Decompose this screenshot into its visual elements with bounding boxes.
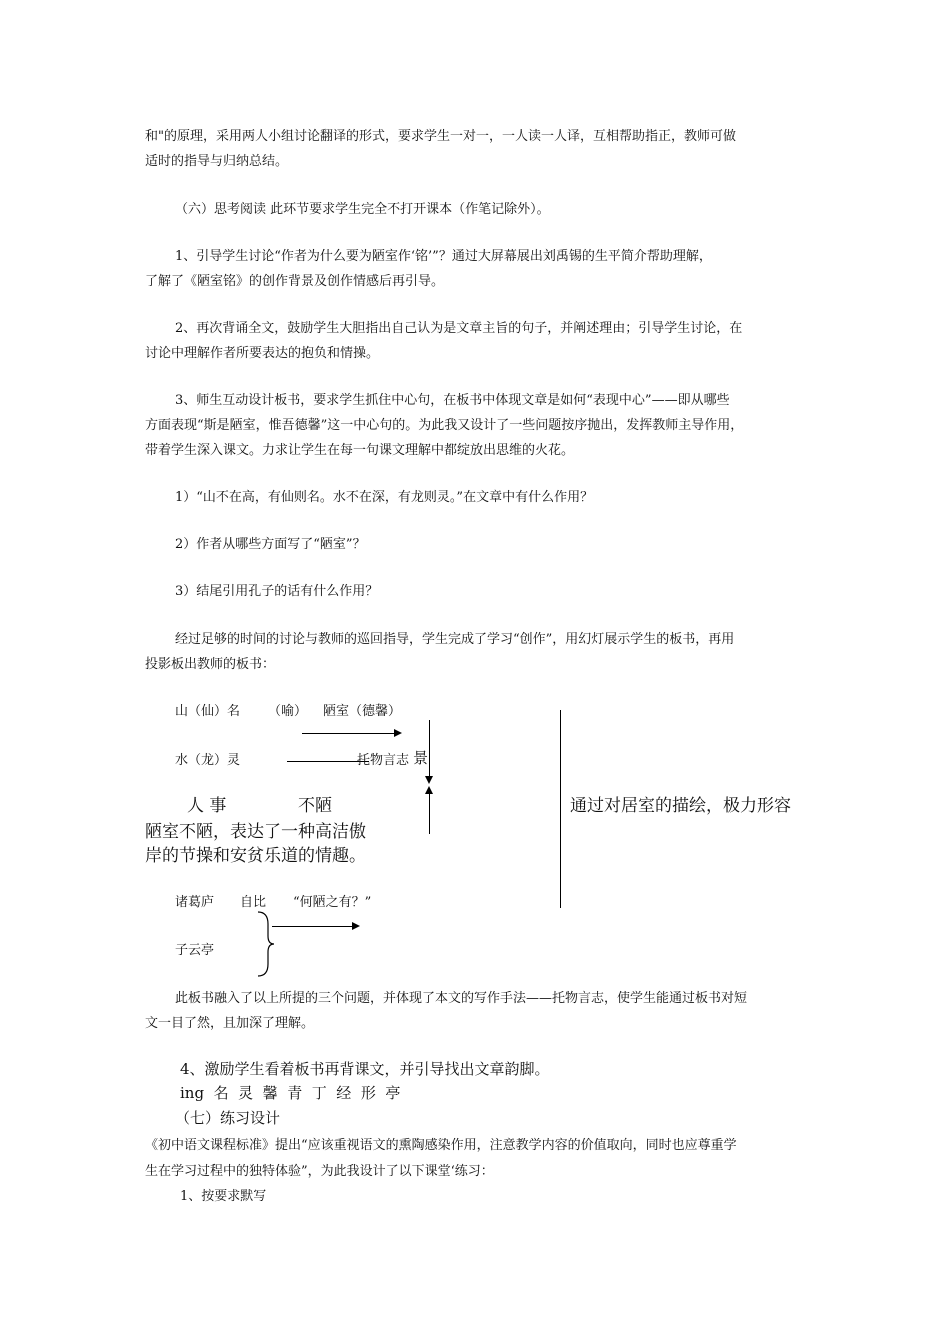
arrow-up — [429, 792, 430, 834]
paragraph-line: 1、按要求默写 — [180, 1189, 267, 1204]
board-text-zhuge: 诸葛庐 — [175, 895, 215, 910]
board-text-renshi: 人 事 — [187, 796, 227, 816]
board-text-helou: “何陋之有？” — [293, 895, 372, 910]
paragraph-line: 《初中语文课程标准》提出“应该重视语文的熏陶感染作用，注意教学内容的价值取向，同时也应尊重学 — [145, 1138, 737, 1153]
board-text-tuowu: 托物言志 — [357, 753, 410, 768]
divider-line — [560, 710, 561, 908]
question-item: 3）结尾引用孔子的话有什么作用？ — [175, 584, 379, 599]
arrow-down — [429, 720, 430, 778]
board-text-shan: 山（仙）名 — [175, 704, 241, 719]
arrow-right — [302, 733, 400, 734]
board-text-lousi: 陋室（德馨） — [323, 704, 402, 719]
paragraph-line: 经过足够的时间的讨论与教师的巡回指导，学生完成了学习“创作”，用幻灯展示学生的板书，再用 — [175, 632, 735, 647]
paragraph-line: 方面表现“斯是陋室，惟吾德馨”这一中心句的。为此我又设计了一些问题按序抛出，发挥教师主导作用， — [145, 418, 744, 433]
paragraph-line: 1、引导学生讨论“作者为什么要为陋室作‘铭’”？通过大屏幕展出刘禹锡的生平简介帮助理解， — [175, 249, 712, 264]
board-text-zibi: 自比 — [240, 895, 267, 910]
paragraph-line: 此板书融入了以上所提的三个问题，并体现了本文的写作手法——托物言志，使学生能通过板书对短 — [175, 991, 748, 1006]
board-summary-right: 通过对居室的描绘，极力形容 — [570, 796, 791, 816]
paragraph-line: 4、激励学生看着板书再背课文，并引导找出文章韵脚。 — [180, 1060, 550, 1078]
right-brace-icon — [254, 910, 278, 978]
question-item: 1）“山不在高，有仙则名。水不在深，有龙则灵。”在文章中有什么作用？ — [175, 490, 594, 505]
paragraph-line: 了解了《陋室铭》的创作背景及创作情感后再引导。 — [145, 274, 445, 289]
paragraph-line: 3、师生互动设计板书，要求学生抓住中心句，在板书中体现文章是如何“表现中心”——即从哪些 — [175, 393, 730, 408]
board-text-ziyun: 子云亭 — [175, 943, 215, 958]
paragraph-line: 带着学生深入课文。力求让学生在每一句课文理解中都绽放出思维的火花。 — [145, 443, 575, 458]
paragraph-line: 适时的指导与归纳总结。 — [145, 154, 289, 169]
board-text-jing: 景 — [413, 749, 429, 767]
paragraph-line: 2、再次背诵全文，鼓励学生大胆指出自己认为是文章主旨的句子，并阐述理由；引导学生讨论，在 — [175, 321, 743, 336]
paragraph-line: 讨论中理解作者所要表达的抱负和情操。 — [145, 346, 380, 361]
paragraph-line: 和"的原理，采用两人小组讨论翻译的形式，要求学生一对一，一人读一人译，互相帮助指正，教师可做 — [145, 129, 736, 144]
paragraph-line: 投影板出教师的板书： — [145, 657, 276, 672]
paragraph-line: 生在学习过程中的独特体验”，为此我设计了以下课堂‘练习： — [145, 1164, 494, 1179]
board-summary-line: 陋室不陋，表达了一种高洁傲 — [145, 822, 366, 842]
rhyme-list: ing 名 灵 馨 青 丁 经 形 亭 — [180, 1084, 401, 1102]
board-summary-line: 岸的节操和安贫乐道的情趣。 — [145, 846, 366, 866]
section-heading: （六）思考阅读 此环节要求学生完全不打开课本（作笔记除外）。 — [175, 202, 550, 217]
arrow-right — [272, 926, 358, 927]
paragraph-line: 文一目了然，且加深了理解。 — [145, 1016, 315, 1031]
board-text-shui: 水（龙）灵 — [175, 753, 241, 768]
question-item: 2）作者从哪些方面写了“陋室”？ — [175, 537, 366, 552]
section-heading: （七）练习设计 — [175, 1109, 281, 1127]
board-text-yu: （喻） — [268, 704, 308, 719]
board-text-bulou: 不陋 — [298, 796, 332, 816]
